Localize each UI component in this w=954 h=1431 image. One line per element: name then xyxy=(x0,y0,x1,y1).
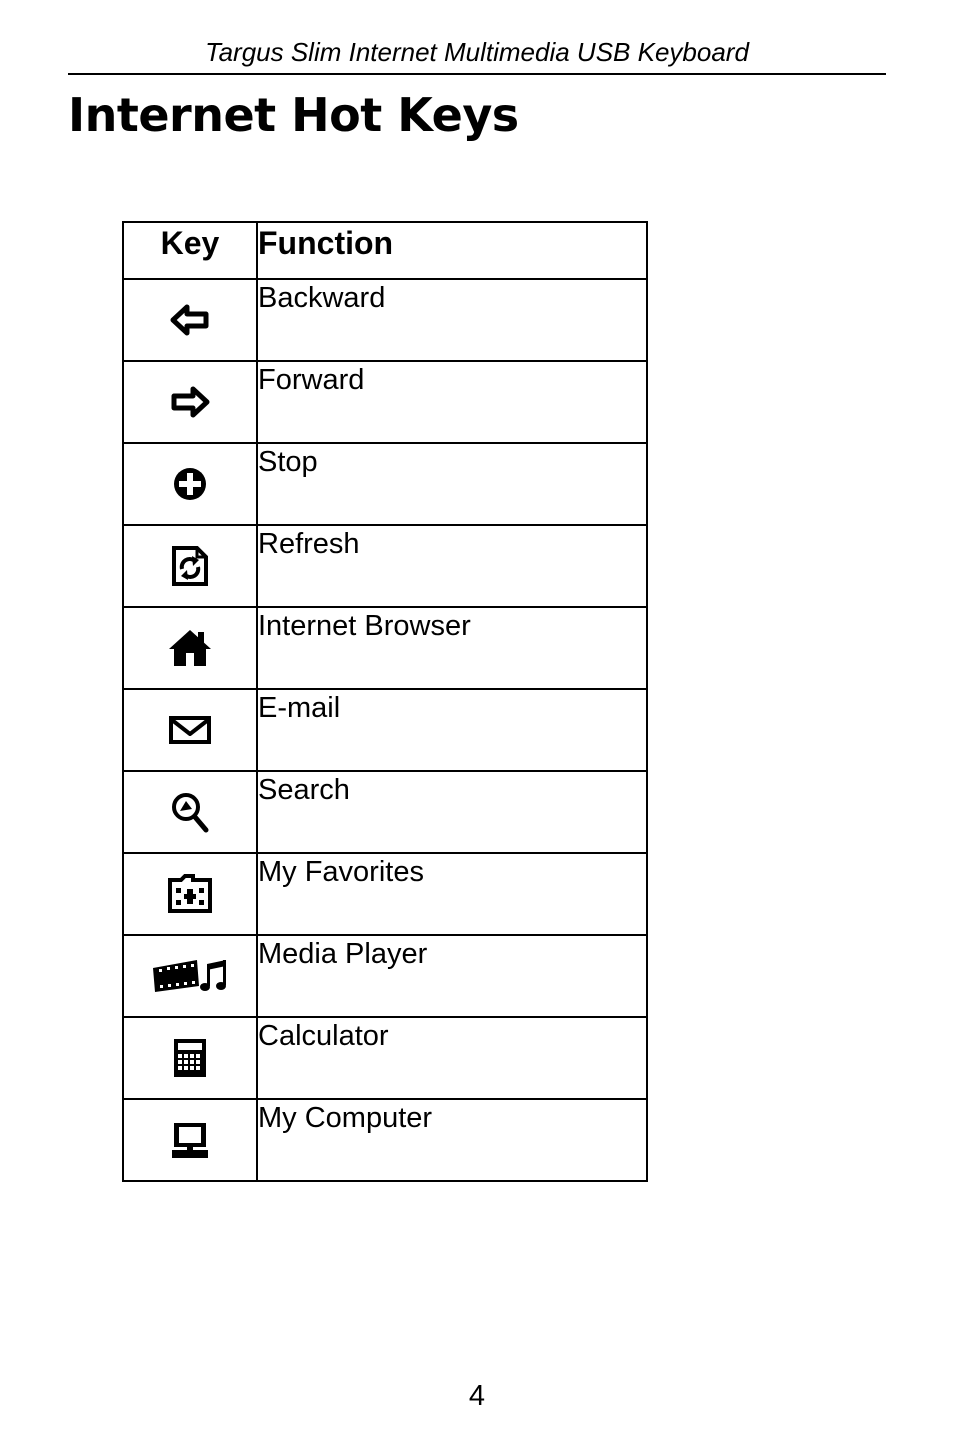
function-cell: E-mail xyxy=(257,689,647,771)
envelope-icon xyxy=(168,715,212,745)
table-row xyxy=(123,935,647,1017)
table-header-row xyxy=(123,222,647,279)
column-header-key: Key xyxy=(123,222,257,279)
function-cell: My Favorites xyxy=(257,853,647,935)
key-cell xyxy=(123,525,257,607)
function-cell: Media Player xyxy=(257,935,647,1017)
key-cell xyxy=(123,607,257,689)
page-title: Internet Hot Keys xyxy=(68,88,519,142)
hotkeys-table xyxy=(122,221,648,1182)
table-row xyxy=(123,853,647,935)
function-cell: Refresh xyxy=(257,525,647,607)
key-cell xyxy=(123,361,257,443)
key-cell xyxy=(123,1017,257,1099)
table-row xyxy=(123,607,647,689)
table-row xyxy=(123,443,647,525)
table-row xyxy=(123,689,647,771)
header-rule xyxy=(68,73,886,75)
running-header: Targus Slim Internet Multimedia USB Keyboard xyxy=(205,37,749,67)
back-arrow-icon xyxy=(170,304,210,336)
key-cell xyxy=(123,279,257,361)
function-cell: Backward xyxy=(257,279,647,361)
function-cell: Calculator xyxy=(257,1017,647,1099)
column-header-function: Function xyxy=(257,222,647,279)
key-cell xyxy=(123,771,257,853)
function-cell: Search xyxy=(257,771,647,853)
table-row xyxy=(123,361,647,443)
forward-arrow-icon xyxy=(170,386,210,418)
table-row xyxy=(123,279,647,361)
media-player-icon xyxy=(151,956,229,996)
function-cell: Internet Browser xyxy=(257,607,647,689)
magnifier-icon xyxy=(170,791,210,833)
key-cell xyxy=(123,689,257,771)
table-row xyxy=(123,771,647,853)
function-cell: Stop xyxy=(257,443,647,525)
key-cell xyxy=(123,443,257,525)
key-cell xyxy=(123,853,257,935)
favorites-folder-icon xyxy=(167,874,213,914)
home-icon xyxy=(168,629,212,667)
table-row xyxy=(123,525,647,607)
table-row xyxy=(123,1017,647,1099)
calculator-icon xyxy=(172,1037,208,1079)
stop-icon xyxy=(172,466,208,502)
table-row xyxy=(123,1099,647,1181)
key-cell xyxy=(123,935,257,1017)
page-number: 4 xyxy=(468,1380,486,1412)
function-cell: My Computer xyxy=(257,1099,647,1181)
refresh-icon xyxy=(170,545,210,587)
computer-icon xyxy=(171,1121,209,1159)
key-cell xyxy=(123,1099,257,1181)
function-cell: Forward xyxy=(257,361,647,443)
